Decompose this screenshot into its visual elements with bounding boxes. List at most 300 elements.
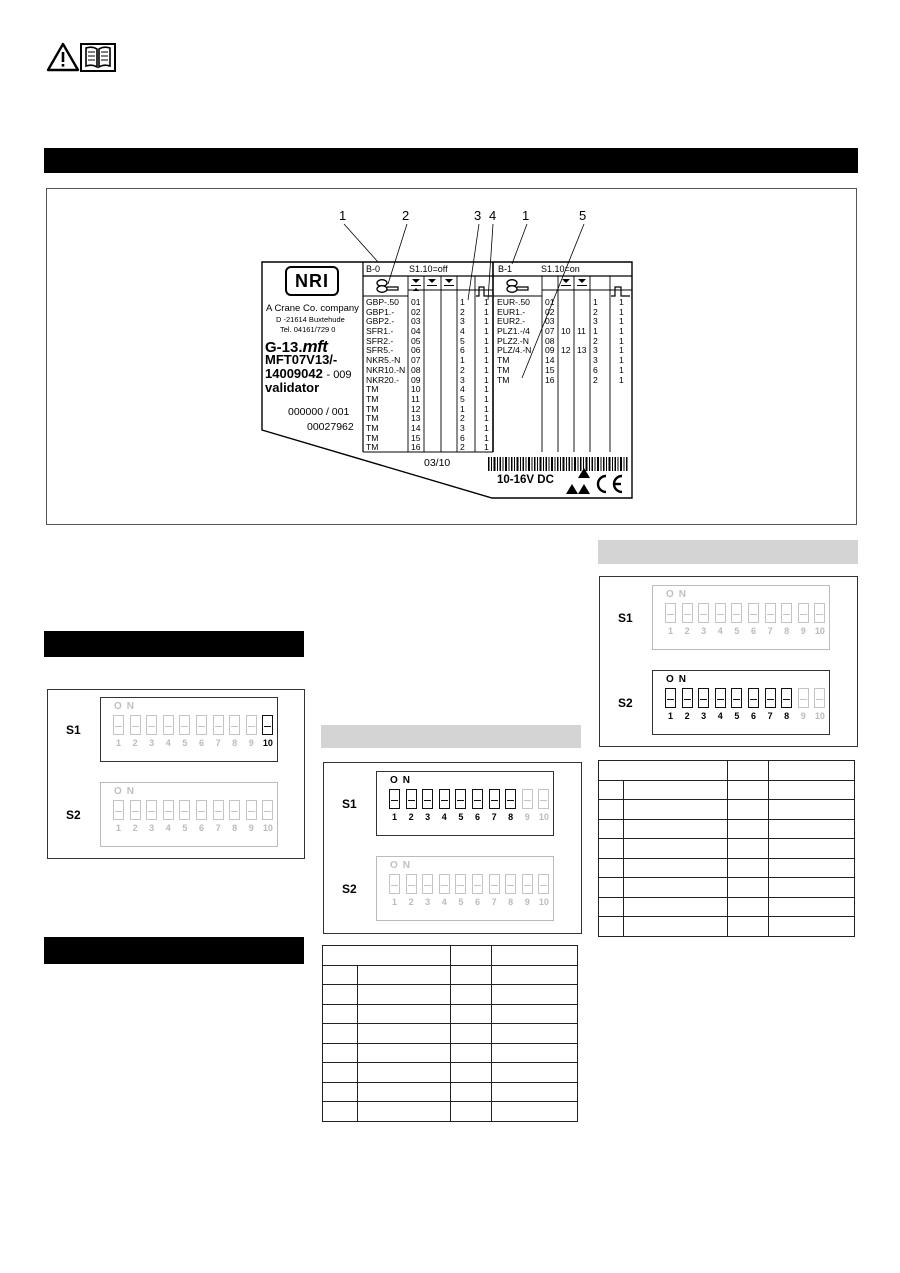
dip-toggle-s1-1[interactable] bbox=[113, 715, 124, 735]
dip-toggle-s1-4[interactable] bbox=[715, 603, 726, 623]
table-cell: 1 bbox=[593, 297, 598, 307]
dip-toggle-s1-1[interactable] bbox=[389, 789, 400, 809]
table-cell: 14 bbox=[411, 422, 421, 433]
s1-label: S1 bbox=[66, 723, 81, 737]
callout-1-right: 1 bbox=[522, 208, 530, 223]
on-label: ON bbox=[666, 589, 691, 600]
table-cell: SFR2.- bbox=[366, 335, 394, 346]
coin-icon bbox=[376, 278, 400, 294]
toggle-lever bbox=[441, 800, 448, 808]
on-label: ON bbox=[114, 786, 139, 797]
dip-number: 10 bbox=[538, 812, 549, 822]
dip-toggle-s1-10[interactable] bbox=[538, 789, 549, 809]
table-cell bbox=[561, 298, 571, 308]
table-cell: 12 bbox=[411, 403, 421, 414]
table-row bbox=[323, 946, 578, 966]
toggle-lever bbox=[231, 726, 238, 734]
dip-toggle-s1-2[interactable] bbox=[682, 603, 693, 623]
dip-number: 2 bbox=[132, 738, 138, 748]
dip-number: 1 bbox=[115, 738, 121, 748]
dip-toggle-s2-1[interactable] bbox=[665, 688, 676, 708]
table-cell: 1 bbox=[619, 326, 624, 337]
dip-toggle-s1-7[interactable] bbox=[489, 789, 500, 809]
dip-number: 9 bbox=[524, 897, 530, 907]
dip-toggle-s2-3[interactable] bbox=[422, 874, 433, 894]
dip-toggle-s2-4[interactable] bbox=[439, 874, 450, 894]
toggle-lever bbox=[717, 699, 724, 707]
dip-toggle-s2-10[interactable] bbox=[262, 800, 273, 820]
toggle-lever bbox=[248, 726, 255, 734]
table-row bbox=[599, 839, 855, 859]
table-cell: 03 bbox=[411, 316, 421, 327]
table-cell bbox=[492, 1063, 578, 1083]
dip-number: 5 bbox=[182, 823, 188, 833]
dip-toggle-s1-8[interactable] bbox=[781, 603, 792, 623]
dip-toggle-s2-5[interactable] bbox=[179, 800, 190, 820]
table-cell bbox=[577, 356, 587, 366]
dip-toggle-s2-10[interactable] bbox=[814, 688, 825, 708]
dip-number: 2 bbox=[684, 626, 690, 636]
dip-toggle-s2-7[interactable] bbox=[213, 800, 224, 820]
toggle-lever bbox=[215, 726, 222, 734]
table-cell: NKR10.-N bbox=[366, 364, 406, 375]
toggle-lever bbox=[441, 885, 448, 893]
dip-number: 5 bbox=[458, 897, 464, 907]
table-cell bbox=[323, 1004, 358, 1024]
table-cell bbox=[623, 858, 728, 878]
coin-icon bbox=[506, 278, 530, 294]
dip-number: 8 bbox=[232, 738, 238, 748]
table-cell: 08 bbox=[545, 335, 555, 346]
dip-number: 5 bbox=[458, 812, 464, 822]
toggle-lever bbox=[391, 800, 398, 808]
table-row bbox=[599, 858, 855, 878]
table-row bbox=[599, 761, 855, 781]
table-cell: 15 bbox=[545, 364, 555, 375]
dip-toggle-s2-3[interactable] bbox=[146, 800, 157, 820]
toggle-lever bbox=[667, 699, 674, 707]
callout-4: 4 bbox=[489, 208, 497, 223]
table-cell bbox=[492, 965, 578, 985]
table-cell bbox=[451, 1004, 492, 1024]
section-header-bar-left-2 bbox=[44, 937, 304, 964]
dip-number: 6 bbox=[198, 738, 204, 748]
label-voltage: 10-16V DC bbox=[497, 474, 554, 486]
toggle-lever bbox=[148, 726, 155, 734]
toggle-lever bbox=[491, 885, 498, 893]
toggle-lever bbox=[115, 811, 122, 819]
toggle-lever bbox=[165, 811, 172, 819]
table-cell: 16 bbox=[545, 374, 555, 385]
dip-toggle-s1-5[interactable] bbox=[731, 603, 742, 623]
dip-toggle-s1-7[interactable] bbox=[213, 715, 224, 735]
dip-toggle-s1-6[interactable] bbox=[748, 603, 759, 623]
table-cell bbox=[323, 1082, 358, 1102]
table-cell: 1 bbox=[619, 364, 624, 375]
toggle-lever bbox=[165, 726, 172, 734]
dip-toggle-s2-6[interactable] bbox=[196, 800, 207, 820]
label-type: validator bbox=[265, 380, 320, 395]
label-date: 03/10 bbox=[424, 457, 451, 469]
toggle-lever bbox=[540, 885, 547, 893]
nri-logo bbox=[285, 266, 339, 296]
table-row bbox=[599, 917, 855, 937]
b1-coin-names bbox=[497, 298, 531, 385]
dip-toggle-s2-8[interactable] bbox=[505, 874, 516, 894]
label-tel: Tel. 04161/729 0 bbox=[280, 325, 336, 334]
table-cell: 13 bbox=[577, 345, 587, 356]
table-row bbox=[599, 800, 855, 820]
on-label: ON bbox=[114, 701, 139, 712]
dip-number: 2 bbox=[684, 711, 690, 721]
dip-toggle-s2-4[interactable] bbox=[715, 688, 726, 708]
section-header-bar-left-1 bbox=[44, 631, 304, 657]
dip-toggle-s2-10[interactable] bbox=[538, 874, 549, 894]
table-cell: 6 bbox=[460, 345, 465, 356]
table-cell: 01 bbox=[411, 297, 421, 307]
table-cell bbox=[451, 1024, 492, 1044]
dip-number: 7 bbox=[491, 897, 497, 907]
table-cell bbox=[357, 1004, 451, 1024]
table-cell: 1 bbox=[619, 355, 624, 366]
callout-3: 3 bbox=[474, 208, 482, 223]
label-company: A Crane Co. company bbox=[266, 303, 359, 314]
dip-number: 5 bbox=[734, 626, 740, 636]
table-cell bbox=[599, 800, 624, 820]
dip-toggle-s2-1[interactable] bbox=[389, 874, 400, 894]
dip-number: 6 bbox=[474, 897, 480, 907]
table-cell bbox=[451, 985, 492, 1005]
b0-channels bbox=[411, 298, 421, 453]
table-cell: 1 bbox=[484, 393, 489, 404]
table-cell: 16 bbox=[411, 442, 421, 453]
table-cell bbox=[492, 1082, 578, 1102]
table-cell bbox=[323, 1024, 358, 1044]
table-cell bbox=[451, 1043, 492, 1063]
table-cell: 1 bbox=[484, 335, 489, 346]
dip-toggle-s2-8[interactable] bbox=[229, 800, 240, 820]
table-cell bbox=[357, 1082, 451, 1102]
table-cell: 1 bbox=[460, 403, 465, 414]
dip-number: 8 bbox=[784, 626, 790, 636]
table-cell: 15 bbox=[411, 432, 421, 443]
table-cell bbox=[599, 858, 624, 878]
toggle-lever bbox=[667, 614, 674, 622]
table-cell bbox=[728, 839, 769, 859]
table-cell bbox=[492, 1043, 578, 1063]
table-row bbox=[323, 1043, 578, 1063]
dip-toggle-s2-1[interactable] bbox=[113, 800, 124, 820]
label-part1: MFT07V13/- bbox=[265, 352, 338, 367]
dip-toggle-s1-1[interactable] bbox=[665, 603, 676, 623]
dip-number: 3 bbox=[425, 897, 431, 907]
table-cell: 1 bbox=[484, 326, 489, 337]
table-cell bbox=[623, 780, 728, 800]
table-cell: 12 bbox=[561, 345, 571, 356]
table-cell: 1 bbox=[484, 297, 489, 307]
dip-toggle-s1-4[interactable] bbox=[163, 715, 174, 735]
table-cell bbox=[769, 800, 855, 820]
table-cell: EUR-.50 bbox=[497, 297, 530, 307]
table-cell bbox=[599, 897, 624, 917]
table-cell: 3 bbox=[593, 316, 598, 327]
label-outline bbox=[0, 0, 900, 530]
table-cell bbox=[623, 897, 728, 917]
dip-toggle-s2-4[interactable] bbox=[163, 800, 174, 820]
dip-toggle-s2-3[interactable] bbox=[698, 688, 709, 708]
toggle-lever bbox=[248, 811, 255, 819]
table-cell: GBP2.- bbox=[366, 316, 395, 327]
dip-number: 4 bbox=[441, 812, 447, 822]
dip-number: 3 bbox=[701, 711, 707, 721]
b0-pulse-width bbox=[484, 298, 489, 453]
dip-toggle-s1-6[interactable] bbox=[196, 715, 207, 735]
nri-logo-text: NRI bbox=[295, 270, 329, 291]
table-cell bbox=[577, 308, 587, 318]
on-label: ON bbox=[390, 775, 415, 786]
table-cell bbox=[599, 761, 728, 781]
table-cell bbox=[492, 1102, 578, 1122]
dip-toggle-s2-2[interactable] bbox=[406, 874, 417, 894]
s1-label: S1 bbox=[618, 611, 633, 625]
label-part2-main: 14009042 bbox=[265, 366, 323, 381]
dip-toggle-s1-3[interactable] bbox=[422, 789, 433, 809]
label-part2-suffix: - 009 bbox=[326, 369, 352, 381]
table-cell bbox=[769, 897, 855, 917]
dip-toggle-s1-10[interactable] bbox=[814, 603, 825, 623]
dip-toggle-s2-2[interactable] bbox=[682, 688, 693, 708]
table-cell: TM bbox=[366, 413, 379, 424]
dip-number: 8 bbox=[508, 897, 514, 907]
toggle-lever bbox=[767, 699, 774, 707]
table-cell bbox=[451, 1082, 492, 1102]
dip-toggle-s1-9[interactable] bbox=[522, 789, 533, 809]
table-cell: 04 bbox=[411, 326, 421, 337]
table-cell: 1 bbox=[484, 374, 489, 385]
table-cell: TM bbox=[366, 432, 379, 443]
table-cell: 02 bbox=[411, 306, 421, 317]
dip-number: 9 bbox=[800, 626, 806, 636]
dip-toggle-s2-7[interactable] bbox=[489, 874, 500, 894]
label-serial2: 00027962 bbox=[307, 421, 354, 433]
toggle-lever bbox=[231, 811, 238, 819]
toggle-lever bbox=[540, 800, 547, 808]
toggle-lever bbox=[424, 800, 431, 808]
table-cell bbox=[323, 1063, 358, 1083]
table-cell: 1 bbox=[619, 374, 624, 385]
dip-toggle-s1-4[interactable] bbox=[439, 789, 450, 809]
table-cell: 1 bbox=[619, 297, 624, 307]
dip-toggle-s2-8[interactable] bbox=[781, 688, 792, 708]
label-model-suffix: mft bbox=[302, 337, 328, 356]
table-cell bbox=[728, 819, 769, 839]
dip-number: 8 bbox=[784, 711, 790, 721]
table-cell: 06 bbox=[411, 345, 421, 356]
dip-number: 6 bbox=[474, 812, 480, 822]
table-cell bbox=[623, 917, 728, 937]
toggle-lever bbox=[783, 614, 790, 622]
dip-number: 6 bbox=[750, 626, 756, 636]
table-cell: TM bbox=[497, 374, 510, 385]
table-cell: SFR5.- bbox=[366, 345, 394, 356]
table-cell bbox=[728, 858, 769, 878]
dip-toggle-s2-5[interactable] bbox=[731, 688, 742, 708]
dip-toggle-s2-6[interactable] bbox=[748, 688, 759, 708]
table-cell bbox=[357, 1063, 451, 1083]
dip-toggle-s1-9[interactable] bbox=[798, 603, 809, 623]
toggle-lever bbox=[800, 614, 807, 622]
toggle-lever bbox=[491, 800, 498, 808]
table-cell: 1 bbox=[484, 306, 489, 317]
table-cell: 1 bbox=[484, 345, 489, 356]
toggle-lever bbox=[391, 885, 398, 893]
toggle-lever bbox=[408, 800, 415, 808]
dip-toggle-s1-8[interactable] bbox=[505, 789, 516, 809]
table-cell bbox=[357, 965, 451, 985]
dip-toggle-s1-6[interactable] bbox=[472, 789, 483, 809]
b1-sort-a bbox=[561, 298, 571, 385]
toggle-lever bbox=[215, 811, 222, 819]
table-cell bbox=[561, 376, 571, 386]
table-cell bbox=[357, 1024, 451, 1044]
table-cell: SFR1.- bbox=[366, 326, 394, 337]
dip-number: 10 bbox=[538, 897, 549, 907]
table-row bbox=[323, 1024, 578, 1044]
table-cell: 1 bbox=[484, 422, 489, 433]
dip-toggle-s2-9[interactable] bbox=[522, 874, 533, 894]
dip-number: 10 bbox=[262, 823, 273, 833]
toggle-lever bbox=[717, 614, 724, 622]
dip-toggle-s1-3[interactable] bbox=[146, 715, 157, 735]
dip-toggle-s1-5[interactable] bbox=[179, 715, 190, 735]
dip-number: 7 bbox=[215, 823, 221, 833]
on-label: ON bbox=[390, 860, 415, 871]
table-cell: 07 bbox=[545, 326, 555, 337]
table-cell: 3 bbox=[460, 316, 465, 327]
table-cell: 07 bbox=[411, 355, 421, 366]
dip-number: 10 bbox=[814, 626, 825, 636]
dip-number: 1 bbox=[115, 823, 121, 833]
table-cell: 3 bbox=[460, 422, 465, 433]
dip-toggle-s1-10[interactable] bbox=[262, 715, 273, 735]
toggle-lever bbox=[750, 614, 757, 622]
dip-number: 10 bbox=[814, 711, 825, 721]
settings-table-middle bbox=[322, 945, 578, 1122]
toggle-lever bbox=[700, 699, 707, 707]
table-cell: TM bbox=[366, 442, 379, 453]
dip-toggle-s1-2[interactable] bbox=[130, 715, 141, 735]
toggle-lever bbox=[457, 800, 464, 808]
table-cell: 2 bbox=[460, 442, 465, 453]
table-cell: 1 bbox=[484, 364, 489, 375]
table-cell: 1 bbox=[460, 297, 465, 307]
table-cell: 3 bbox=[460, 374, 465, 385]
subsection-bar-right bbox=[598, 540, 858, 564]
table-cell bbox=[769, 839, 855, 859]
table-row bbox=[599, 897, 855, 917]
table-cell: 08 bbox=[411, 364, 421, 375]
b1-pulse-count bbox=[593, 298, 598, 385]
dip-number: 2 bbox=[408, 897, 414, 907]
dip-toggle-s1-8[interactable] bbox=[229, 715, 240, 735]
table-cell: 10 bbox=[561, 326, 571, 337]
dip-number: 6 bbox=[750, 711, 756, 721]
table-cell: TM bbox=[366, 384, 379, 395]
table-row bbox=[323, 1102, 578, 1122]
label-address: D -21614 Buxtehude bbox=[276, 315, 345, 324]
table-cell: 2 bbox=[460, 306, 465, 317]
table-cell: NKR20.- bbox=[366, 374, 399, 385]
dip-toggle-s2-6[interactable] bbox=[472, 874, 483, 894]
b1-mode: S1.10=on bbox=[541, 264, 580, 274]
table-cell: TM bbox=[366, 393, 379, 404]
table-cell: 1 bbox=[484, 432, 489, 443]
table-cell: 1 bbox=[484, 442, 489, 453]
dip-toggle-s1-2[interactable] bbox=[406, 789, 417, 809]
table-row bbox=[323, 1063, 578, 1083]
dip-toggle-s2-5[interactable] bbox=[455, 874, 466, 894]
table-cell bbox=[728, 761, 769, 781]
esd-symbol-icon bbox=[566, 468, 590, 494]
table-cell: EUR2.- bbox=[497, 316, 526, 327]
toggle-lever bbox=[198, 726, 205, 734]
toggle-lever bbox=[264, 811, 271, 819]
dip-toggle-s1-7[interactable] bbox=[765, 603, 776, 623]
table-cell bbox=[599, 839, 624, 859]
table-cell: 1 bbox=[619, 306, 624, 317]
toggle-lever bbox=[733, 614, 740, 622]
table-cell: PLZ/4.-N bbox=[497, 345, 532, 356]
dip-toggle-s2-9[interactable] bbox=[798, 688, 809, 708]
dip-number: 3 bbox=[701, 626, 707, 636]
table-cell bbox=[357, 1102, 451, 1122]
table-cell bbox=[728, 878, 769, 898]
dip-toggle-s2-7[interactable] bbox=[765, 688, 776, 708]
table-cell bbox=[451, 1102, 492, 1122]
dip-number: 2 bbox=[408, 812, 414, 822]
table-cell bbox=[323, 1102, 358, 1122]
dip-toggle-s2-2[interactable] bbox=[130, 800, 141, 820]
toggle-lever bbox=[181, 726, 188, 734]
toggle-lever bbox=[684, 614, 691, 622]
toggle-lever bbox=[115, 726, 122, 734]
b0-mode: S1.10=off bbox=[409, 264, 448, 274]
dip-toggle-s1-5[interactable] bbox=[455, 789, 466, 809]
dip-toggle-s1-9[interactable] bbox=[246, 715, 257, 735]
on-label: ON bbox=[666, 674, 691, 685]
table-cell: 4 bbox=[460, 384, 465, 395]
table-cell: TM bbox=[497, 364, 510, 375]
callout-5: 5 bbox=[579, 208, 587, 223]
dip-number: 9 bbox=[248, 738, 254, 748]
label-model-main: G-13. bbox=[265, 339, 303, 356]
dip-toggle-s1-3[interactable] bbox=[698, 603, 709, 623]
dip-toggle-s2-9[interactable] bbox=[246, 800, 257, 820]
table-cell: 2 bbox=[593, 335, 598, 346]
toggle-lever bbox=[198, 811, 205, 819]
toggle-lever bbox=[816, 614, 823, 622]
dip-number: 4 bbox=[165, 823, 171, 833]
table-cell bbox=[769, 878, 855, 898]
table-cell: EUR1.- bbox=[497, 306, 526, 317]
dip-number: 4 bbox=[717, 626, 723, 636]
table-cell: 11 bbox=[577, 326, 586, 337]
dip-number: 5 bbox=[182, 738, 188, 748]
dip-number: 2 bbox=[132, 823, 138, 833]
table-cell bbox=[728, 800, 769, 820]
table-cell bbox=[623, 878, 728, 898]
b1-title: B-1 bbox=[498, 264, 513, 274]
